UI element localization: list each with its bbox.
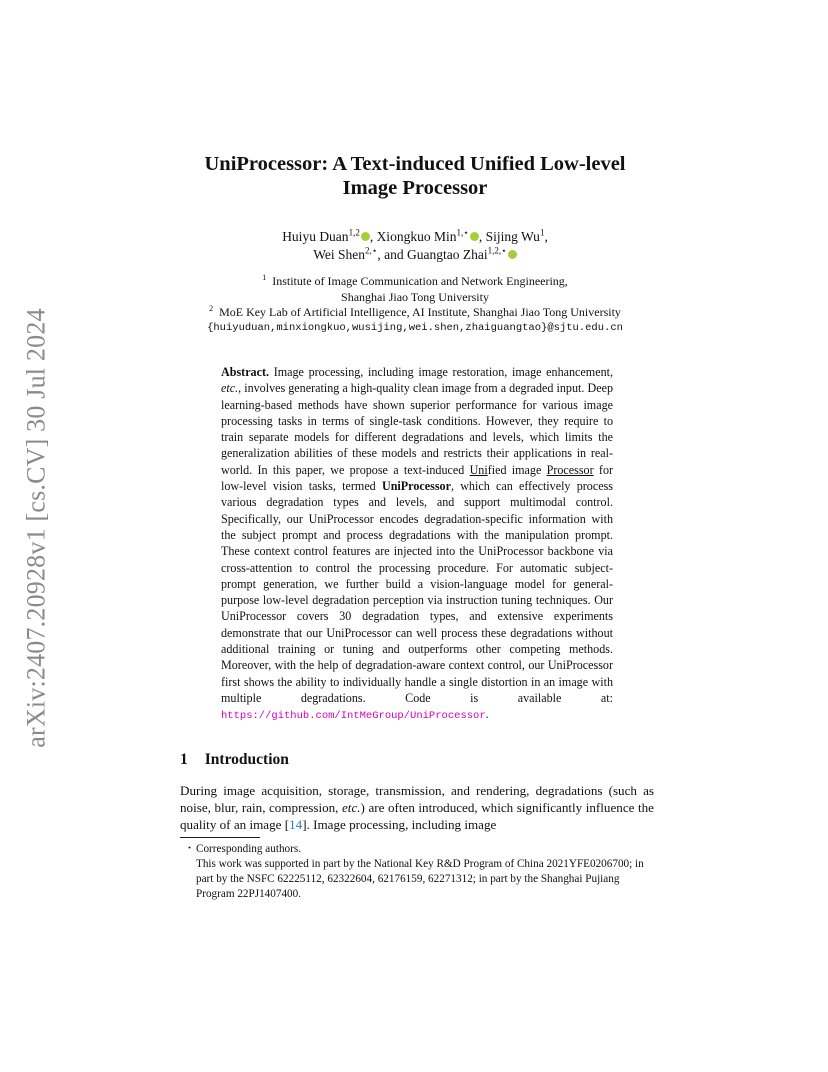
author-name: Guangtao Zhai — [407, 247, 488, 262]
paper-title — [180, 152, 650, 200]
footnote-funding: This work was supported in part by the National Key R&D Program of China 2021YFE0206700; in part by the NSFC 62225112, 62322604, 62176159, 62271312; in part by the Shanghai Pujiang Program 22PJ1407400. — [196, 858, 644, 900]
arxiv-identifier-stamp — [15, 295, 59, 760]
footnote-star: ⋆ — [187, 843, 193, 852]
affiliations — [180, 274, 650, 336]
author-affil-sup: 1 — [539, 227, 545, 238]
author-name: Xiongkuo Min — [376, 229, 457, 244]
author-affil-sup: 2,⋆ — [365, 245, 378, 256]
author-line-1: Huiyu Duan$^{1,2}$ , Xiongkuo Min$^{1,⋆}$ , Sijing Wu$^1$, — [282, 227, 548, 244]
abstract-label: Abstract. — [221, 365, 270, 379]
citation-link[interactable]: 14 — [289, 817, 303, 833]
abstract-text: , involves generating a high-quality clean image from a degraded input. Deep learning-based methods have shown superior performance for various image processing tasks in terms of single-task conditions. However, they require to train separate models for different degradations and levels, which limits the generalization abilities of these models and restricts their applications in real-world. In this paper, we propose a text-induced — [221, 381, 613, 477]
author-name: Sijing Wu — [485, 229, 540, 244]
author-affil-sup: 1,2 — [348, 227, 360, 238]
affiliation-1-line-2: Shanghai Jiao Tong University — [341, 289, 489, 304]
method-name: UniProcessor — [381, 479, 451, 494]
author-name: Huiyu Duan — [282, 229, 349, 244]
orcid-icon[interactable] — [470, 232, 479, 241]
abstract-text: . — [485, 707, 489, 722]
arxiv-identifier-text: arXiv:2407.20928v1 [cs.CV] 30 Jul 2024 — [22, 307, 51, 748]
orcid-icon[interactable] — [508, 250, 517, 259]
footnote-corresponding — [187, 842, 654, 857]
abstract-text: etc. — [221, 381, 239, 396]
author-emails[interactable]: {huiyuduan,minxiongkuo,wusijing,wei.shen,zhaiguangtao}@sjtu.edu.cn — [207, 321, 623, 334]
intro-paragraph — [180, 782, 654, 834]
author-affil-sup: 1,2,⋆ — [487, 245, 507, 256]
author-name: Wei Shen — [313, 247, 365, 262]
code-link[interactable]: https://github.com/IntMeGroup/UniProcessor — [221, 710, 486, 723]
abstract — [221, 364, 613, 725]
affiliation-1-line-1 — [180, 274, 650, 290]
abstract-text: Image processing, including image restoration, image enhancement, — [269, 365, 613, 379]
affiliation-number: 1 — [262, 273, 267, 282]
author-list — [180, 228, 650, 264]
section-number: 1 — [180, 751, 188, 768]
footnote-divider — [180, 837, 260, 838]
title-line-2: Image Processor — [342, 177, 488, 199]
abstract-text: for low-level vision tasks, termed — [221, 462, 614, 494]
intro-text: ) are often introduced, which significantly influence the quality of an image [ — [180, 800, 654, 833]
author-and: and — [384, 247, 404, 262]
intro-text: ]. Image processing, including image — [302, 817, 497, 833]
affiliation-text: MoE Key Lab of Artificial Intelligence, AI Institute, Shanghai Jiao Tong University — [219, 305, 621, 319]
affiliation-2-line-1 — [180, 305, 650, 321]
abstract-text: fied image — [487, 462, 547, 477]
affiliation-number: 2 — [209, 304, 214, 313]
abstract-text: , which can effectively process various degradation types and levels, and support multimodal control. Specifically, our UniProcessor encodes degradation-specific information with the subject prompt and process degradations with the manipulation prompt. These context control features are injected into the UniProcessor backbone via cross-attention to control the processing procedure. For automatic subject-prompt generation, we further build a vision-language model for general-purpose low-level degradation perception via instruction tuning techniques. Our UniProcessor covers 30 degradation types, and extensive experiments demonstrate that our UniProcessor can well process these degradations without additional training or tuning and outperforms other competing methods. Moreover, with the help of degradation-aware context control, our UniProcessor first shows the ability to individually handle a single distortion in an image with multiple degradations. Code is available at: — [221, 479, 613, 705]
title-line-1: UniProcessor: A Text-induced Unified Low-level — [204, 153, 626, 175]
abstract-underline: Uni — [469, 462, 488, 477]
intro-text: etc. — [342, 800, 361, 816]
author-affil-sup: 1,⋆ — [456, 227, 469, 238]
footnotes — [187, 842, 654, 902]
affiliation-text: Institute of Image Communication and Network Engineering, — [272, 274, 568, 288]
orcid-icon[interactable] — [361, 232, 370, 241]
footnote-text: Corresponding authors. — [196, 843, 302, 855]
section-heading — [180, 751, 289, 769]
author-line-2: Wei Shen$^{2,⋆}$, and Guangtao Zhai$^{1,2,⋆}$ — [180, 246, 650, 264]
intro-text: During image acquisition, storage, transmission, and rendering, degradations (such as noise, blur, rain, compression, — [180, 783, 654, 816]
abstract-underline: Processor — [546, 462, 594, 477]
section-title: Introduction — [204, 751, 289, 768]
